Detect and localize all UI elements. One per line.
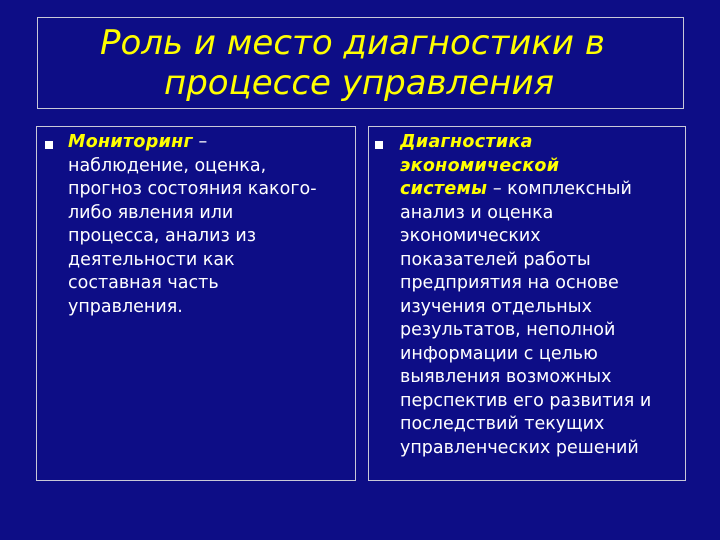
diagnostics-text-line: показателей работы — [400, 249, 591, 270]
diagnostics-term-line-3 — [400, 178, 651, 202]
diagnostics-text-line: анализ и оценка — [400, 202, 554, 223]
monitoring-text-line: наблюдение, оценка, — [68, 155, 267, 176]
monitoring-text-line: деятельности как — [68, 249, 235, 270]
monitoring-definition — [68, 131, 317, 319]
square-bullet-icon — [375, 141, 383, 149]
diagnostics-text-line: результатов, неполной — [400, 320, 616, 340]
diagnostics-text-line: предприятия на основе — [400, 273, 619, 293]
diagnostics-panel — [368, 126, 686, 481]
diagnostics-text-line: экономических — [400, 226, 541, 246]
monitoring-term-line — [68, 131, 317, 155]
slide-title-line-1: Роль и место диагностики в — [100, 23, 605, 63]
slide-title-box — [37, 17, 684, 109]
diagnostics-text-line: изучения отдельных — [400, 296, 592, 317]
monitoring-text-line: прогноз состояния какого- — [68, 179, 317, 199]
slide-title-line-2: процессе управления — [164, 63, 555, 103]
monitoring-term: Мониторинг — [68, 132, 193, 152]
diagnostics-term-line-1: Диагностика — [400, 132, 533, 152]
diagnostics-text-line: информации с целью — [400, 343, 598, 364]
monitoring-term-dash: – — [192, 132, 208, 152]
diagnostics-text-line: перспектив его развития и — [400, 390, 652, 411]
monitoring-text-line: процесса, анализ из — [68, 226, 257, 246]
diagnostics-term-line-2: экономической — [400, 155, 560, 176]
diagnostics-definition — [400, 131, 651, 460]
square-bullet-icon — [45, 141, 53, 149]
diagnostics-text-line: последствий текущих — [400, 414, 605, 434]
monitoring-panel — [36, 126, 356, 481]
diagnostics-term-word: системы — [400, 179, 488, 199]
monitoring-text-line: управления. — [68, 296, 183, 317]
monitoring-text-line: составная часть — [68, 273, 219, 293]
diagnostics-term-suffix: – комплексный — [487, 179, 632, 199]
monitoring-text-line: либо явления или — [68, 202, 234, 223]
diagnostics-text-line: управленческих решений — [400, 437, 639, 458]
diagnostics-text-line: выявления возможных — [400, 367, 612, 387]
